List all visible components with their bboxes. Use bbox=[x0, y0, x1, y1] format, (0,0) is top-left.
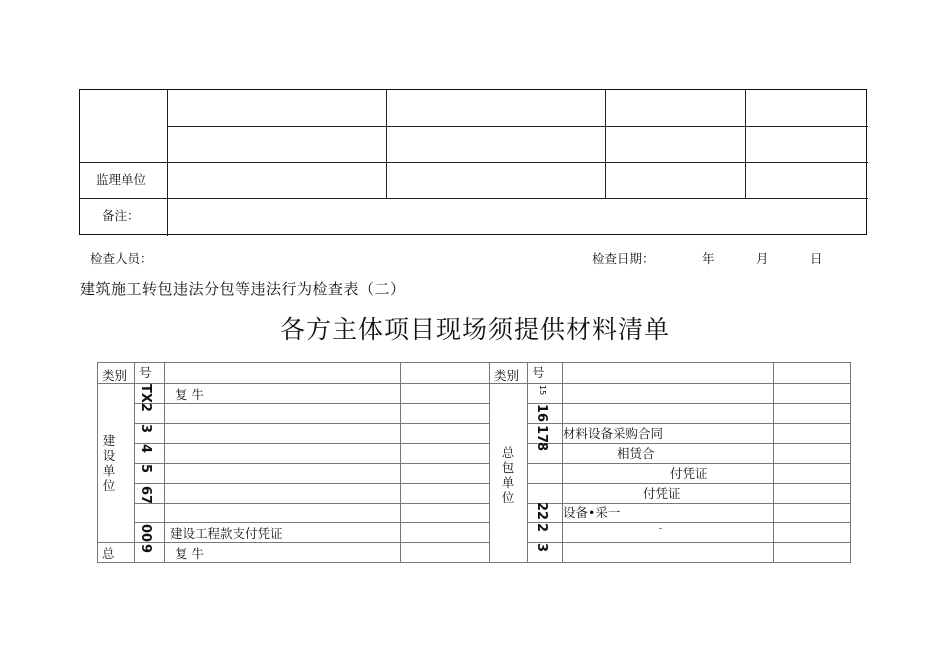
right-number: 16 bbox=[534, 404, 549, 423]
right-number-header: 号 bbox=[532, 365, 545, 380]
table-border bbox=[97, 362, 851, 363]
right-number: 2 bbox=[534, 523, 549, 533]
table-col-divider bbox=[167, 90, 168, 236]
table-col-divider bbox=[489, 362, 490, 563]
table-row-divider bbox=[400, 443, 489, 444]
right-number: 3 bbox=[534, 543, 549, 553]
left-number-header: 号 bbox=[139, 365, 152, 380]
form-subtitle: 建筑施工转包违法分包等违法行为检查表（二） bbox=[80, 280, 406, 298]
table-row-divider bbox=[134, 443, 400, 444]
left-number: 00 bbox=[138, 524, 153, 543]
table-row-divider bbox=[80, 162, 868, 163]
inspection-table bbox=[79, 89, 867, 235]
supervision-unit-label: 监理单位 bbox=[96, 172, 147, 187]
right-category-name: 总 包 单 位 bbox=[501, 445, 515, 505]
left-category-name: 建 设 单 位 bbox=[102, 433, 116, 493]
table-row-divider bbox=[527, 522, 851, 523]
table-row-divider bbox=[97, 542, 400, 543]
day-label: 日 bbox=[810, 251, 823, 266]
left-bottom-category: 总 bbox=[102, 546, 115, 561]
table-row-divider bbox=[80, 198, 868, 199]
right-number: 8 bbox=[534, 442, 549, 452]
table-row-divider bbox=[134, 503, 400, 504]
table-row-divider bbox=[400, 463, 489, 464]
left-category-header: 类别 bbox=[102, 368, 128, 383]
table-col-divider bbox=[386, 90, 387, 198]
left-item: 复 牛 bbox=[175, 387, 204, 402]
table-row-divider bbox=[527, 483, 851, 484]
table-row-divider bbox=[168, 126, 868, 127]
table-row-divider bbox=[527, 403, 851, 404]
page-title: 各方主体项目现场须提供材料清单 bbox=[279, 315, 670, 344]
table-row-divider bbox=[400, 503, 489, 504]
right-item: 材料设备采购合同 bbox=[563, 426, 664, 441]
table-row-divider bbox=[134, 403, 400, 404]
right-item: 付凭证 bbox=[670, 466, 708, 481]
left-number: 5 bbox=[138, 464, 153, 474]
table-row-divider bbox=[134, 463, 400, 464]
right-number: 22 bbox=[534, 502, 549, 521]
inspector-label: 检查人员： bbox=[90, 251, 153, 266]
table-col-divider bbox=[745, 90, 746, 198]
month-label: 月 bbox=[756, 251, 769, 266]
table-row-divider bbox=[489, 383, 851, 384]
table-border bbox=[97, 362, 98, 563]
materials-table bbox=[97, 362, 851, 563]
left-number: 4 bbox=[138, 444, 153, 454]
table-row-divider bbox=[97, 383, 489, 384]
table-row-divider bbox=[134, 423, 400, 424]
table-border bbox=[97, 562, 851, 563]
right-item: 相赁合 bbox=[617, 446, 655, 461]
inspection-date-label: 检查日期： bbox=[592, 251, 655, 266]
left-number: 3 bbox=[138, 424, 153, 434]
left-item: 建设工程款支付凭证 bbox=[170, 526, 283, 541]
table-row-divider bbox=[400, 483, 489, 484]
left-item: 复 牛 bbox=[175, 546, 204, 561]
right-item: - bbox=[659, 524, 663, 534]
left-number: TX2 bbox=[138, 384, 153, 412]
right-number: 15 bbox=[538, 385, 547, 396]
table-row-divider bbox=[527, 443, 851, 444]
table-col-divider bbox=[605, 90, 606, 198]
table-row-divider bbox=[400, 403, 489, 404]
right-item: 付凭证 bbox=[643, 486, 681, 501]
table-row-divider bbox=[400, 522, 489, 523]
left-number: 9 bbox=[138, 544, 153, 554]
remarks-label: 备注： bbox=[102, 208, 140, 223]
table-row-divider bbox=[527, 542, 851, 543]
left-number: 67 bbox=[138, 486, 153, 505]
year-label: 年 bbox=[702, 251, 715, 266]
right-number: 17 bbox=[534, 425, 549, 444]
right-item: 设备•采一 bbox=[563, 505, 621, 520]
table-row-divider bbox=[134, 522, 400, 523]
table-row-divider bbox=[134, 483, 400, 484]
right-category-header: 类别 bbox=[494, 368, 520, 383]
table-row-divider bbox=[400, 423, 489, 424]
table-row-divider bbox=[400, 542, 489, 543]
